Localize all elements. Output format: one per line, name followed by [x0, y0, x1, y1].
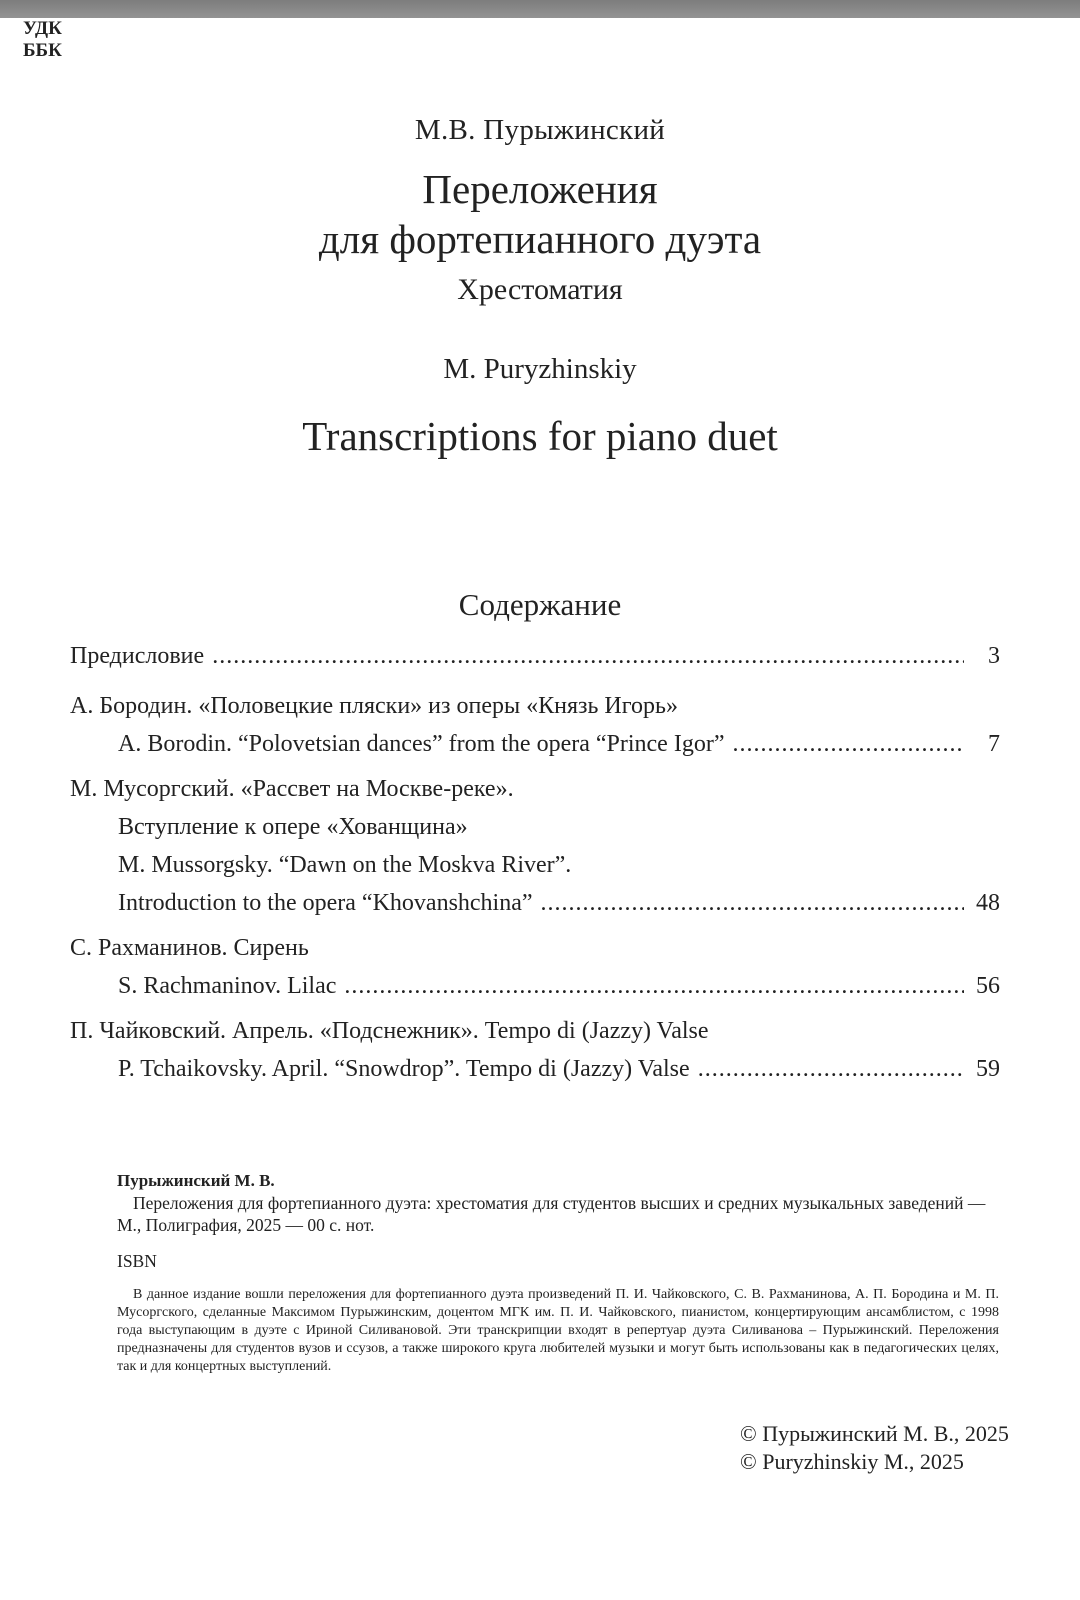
- title-ru-line1: Переложения: [422, 166, 658, 212]
- toc-entry-mussorgsky: [70, 770, 1000, 922]
- toc-line: [70, 725, 1000, 763]
- toc-line: [70, 637, 1000, 675]
- isbn-label: ISBN: [117, 1251, 157, 1271]
- title-ru-line2: для фортепианного дуэта: [318, 216, 762, 262]
- bib-author: Пурыжинский М. В.: [117, 1171, 275, 1190]
- title-block: [0, 108, 1080, 461]
- toc-entry-rachmaninov: [70, 929, 1000, 1005]
- copyright-en: © Puryzhinskiy M., 2025: [740, 1449, 964, 1474]
- toc-page-number: 48: [976, 890, 1000, 916]
- author-ru: М.В. Пурыжинский: [414, 114, 666, 146]
- toc-entry-tchaikovsky: [70, 1012, 1000, 1088]
- toc-entry-borodin: [70, 687, 1000, 763]
- copyright-ru: © Пурыжинский М. В., 2025: [740, 1421, 1009, 1446]
- toc-entry-title-en: P. Tchaikovsky. April. “Snowdrop”. Tempo di (Jazzy) Valse: [118, 1056, 690, 1082]
- toc-line: [70, 1050, 1000, 1088]
- toc-page-number: 7: [988, 731, 1000, 757]
- toc-entry-title-en: M. Mussorgsky. “Dawn on the Moskva River”.: [118, 852, 572, 878]
- toc-entry-title: С. Рахманинов. Сирень: [70, 935, 309, 961]
- classification-codes: [23, 18, 103, 62]
- toc-entry-preface: [70, 637, 1000, 675]
- toc-page-number: 3: [988, 643, 1000, 669]
- title-en: Transcriptions for piano duet: [302, 413, 778, 459]
- top-bar: [0, 0, 1080, 18]
- toc-heading: Содержание: [458, 587, 622, 622]
- bibliographic-record: [117, 1170, 999, 1376]
- toc-page-number: 59: [976, 1056, 1000, 1082]
- dot-leader: [698, 1050, 964, 1088]
- toc-line: [70, 967, 1000, 1005]
- dot-leader: [344, 967, 964, 1005]
- udk-label: УДК: [23, 18, 62, 39]
- toc-entry-title: А. Бородин. «Половецкие пляски» из оперы «Князь Игорь»: [70, 693, 678, 719]
- copyright-block: [740, 1420, 1070, 1476]
- dot-leader: [732, 725, 964, 763]
- toc-entry-title-en: A. Borodin. “Polovetsian dances” from the opera “Prince Igor”: [118, 731, 725, 757]
- toc-entry-subtitle-en: Introduction to the opera “Khovanshchina”: [118, 890, 533, 916]
- subtitle-ru: Хрестоматия: [457, 273, 623, 306]
- title-ru: [0, 164, 1080, 264]
- annotation-text: В данное издание вошли переложения для фортепианного дуэта произведений П. И. Чайковского, С. В. Рахманинова, А. П. Бородина и М. П. Мусоргского, сделанные Максимом Пурыжинским, доцентом МГК им. П. И. Чайковского, пианистом, концертирующим ансамблистом, с 1998 года выступающим в дуэте с Ириной Силивановой. Эти транскрипции входят в репертуар дуэта Силиванова – Пурыжинский. Переложения предназначены для студентов вузов и ссузов, а также широкого круга любителей музыки и могут быть использованы как в педагогических целях, так и для концертных выступлений.: [117, 1287, 999, 1374]
- toc-entry-title: Предисловие: [70, 643, 205, 669]
- bib-description: Переложения для фортепианного дуэта: хрестоматия для студентов высших и средних музыкальных заведений — М., Полиграфия, 2025 — 00 с. нот.: [117, 1193, 986, 1235]
- toc-entry-title-en: S. Rachmaninov. Lilac: [118, 973, 337, 999]
- dot-leader: [212, 637, 964, 675]
- toc-entry-subtitle: Вступление к опере «Хованщина»: [118, 814, 468, 840]
- toc-entry-title: П. Чайковский. Апрель. «Подснежник». Tempo di (Jazzy) Valse: [70, 1018, 709, 1044]
- dot-leader: [541, 884, 964, 922]
- toc-entry-title: М. Мусоргский. «Рассвет на Москве-реке».: [70, 776, 514, 802]
- toc-page-number: 56: [976, 973, 1000, 999]
- table-of-contents: [70, 637, 1000, 1095]
- toc-line: [70, 884, 1000, 922]
- author-en: M. Puryzhinskiy: [443, 353, 637, 385]
- bbk-label: ББК: [23, 40, 62, 61]
